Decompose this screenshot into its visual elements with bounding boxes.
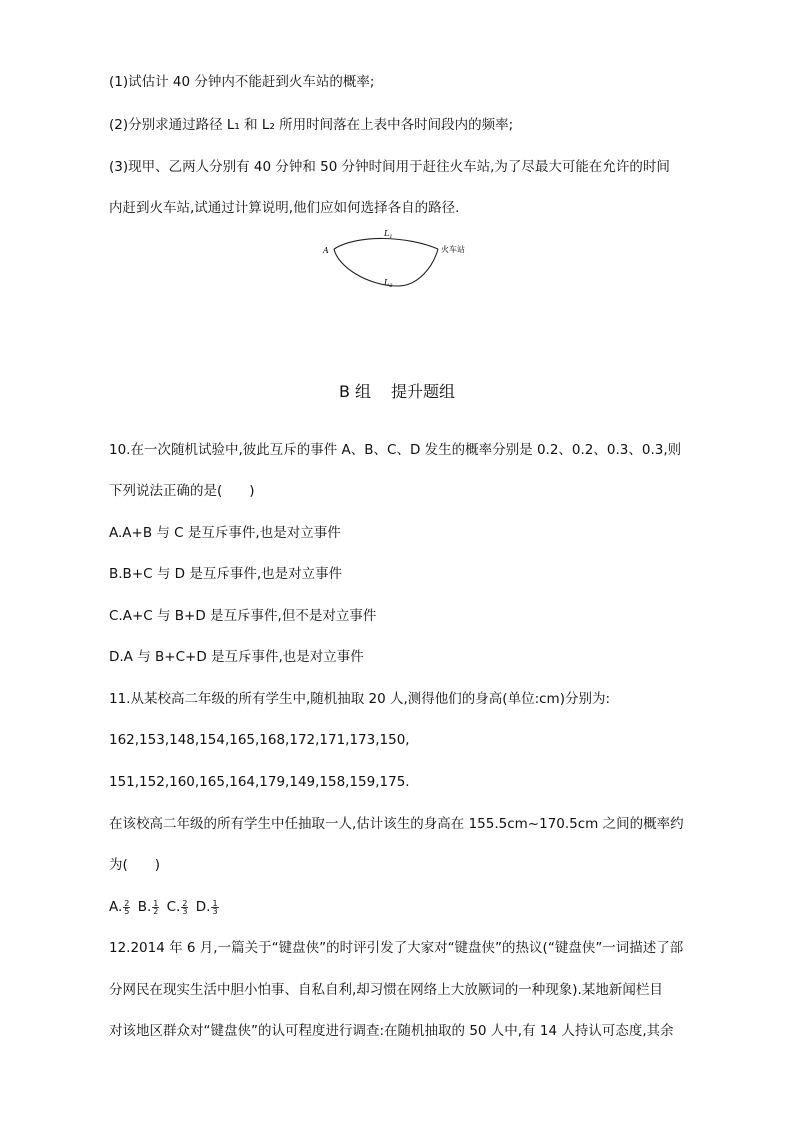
- q11-question-line-1: 在该校高二年级的所有学生中任抽取一人,估计该生的身高在 155.5cm~170.5cm 之间的概率约: [109, 816, 684, 832]
- q10-stem-line-2: 下列说法正确的是( ): [109, 483, 255, 499]
- q11-data-line-1: 162,153,148,154,165,168,172,171,173,150,: [109, 732, 410, 748]
- q9-part-1: (1)试估计 40 分钟内不能赶到火车站的概率;: [109, 74, 375, 90]
- q9-part-2: (2)分别求通过路径 L₁ 和 L₂ 所用时间落在上表中各时间段内的频率;: [109, 117, 514, 133]
- path-l1-label: $L_1$: [384, 229, 393, 240]
- section-heading: [0, 382, 794, 402]
- q12-line-3: 对该地区群众对“键盘侠”的认可程度进行调查:在随机抽取的 50 人中,有 14 人持认可态度,其余: [109, 1023, 674, 1039]
- q10-option-d: D.A 与 B+C+D 是互斥事件,也是对立事件: [109, 649, 364, 665]
- q10-option-c: C.A+C 与 B+D 是互斥事件,但不是对立事件: [109, 608, 377, 624]
- q11-option-c: C. $\frac{2}{3}$: [166, 898, 188, 916]
- q10-option-a: A.A+B 与 C 是互斥事件,也是对立事件: [109, 525, 341, 541]
- q10-stem-line-1: 10.在一次随机试验中,彼此互斥的事件 A、B、C、D 发生的概率分别是 0.2、0.2、0.3、0.3,则: [109, 442, 682, 458]
- q11-option-d: D. $\frac{1}{3}$: [195, 898, 218, 916]
- station-label: 火车站: [441, 245, 465, 254]
- q9-part-3-line-1: (3)现甲、乙两人分别有 40 分钟和 50 分钟时间用于赶往火车站,为了尽最大可能在允许的时间: [109, 159, 670, 175]
- q9-part-3-line-2: 内赶到火车站,试通过计算说明,他们应如何选择各自的路径.: [109, 200, 460, 216]
- q12-line-2: 分网民在现实生活中胆小怕事、自私自利,却习惯在网络上大放厥词的一种现象).某地新闻栏目: [109, 982, 663, 998]
- q11-option-a: A. $\frac{2}{5}$: [109, 898, 130, 916]
- q10-option-b: B.B+C 与 D 是互斥事件,也是对立事件: [109, 566, 343, 582]
- path-l2-label: $L_2$: [384, 278, 393, 289]
- q11-options: [109, 898, 222, 916]
- section-title: 提升题组: [391, 382, 456, 401]
- q12-line-1: 12.2014 年 6 月,一篇关于“键盘侠”的时评引发了大家对“键盘侠”的热议(“键盘侠”一词描述了部: [109, 940, 684, 956]
- q11-question-line-2: 为( ): [109, 857, 161, 873]
- route-diagram: [318, 222, 488, 292]
- q11-data-line-2: 151,152,160,165,164,179,149,158,159,175.: [109, 774, 410, 790]
- point-a-label: A: [323, 246, 329, 255]
- section-group: B 组: [338, 382, 372, 401]
- q11-stem: 11.从某校高二年级的所有学生中,随机抽取 20 人,测得他们的身高(单位:cm)分别为:: [109, 691, 611, 707]
- q11-option-b: B. $\frac{1}{2}$: [137, 898, 159, 916]
- path-l1-curve: [334, 238, 438, 249]
